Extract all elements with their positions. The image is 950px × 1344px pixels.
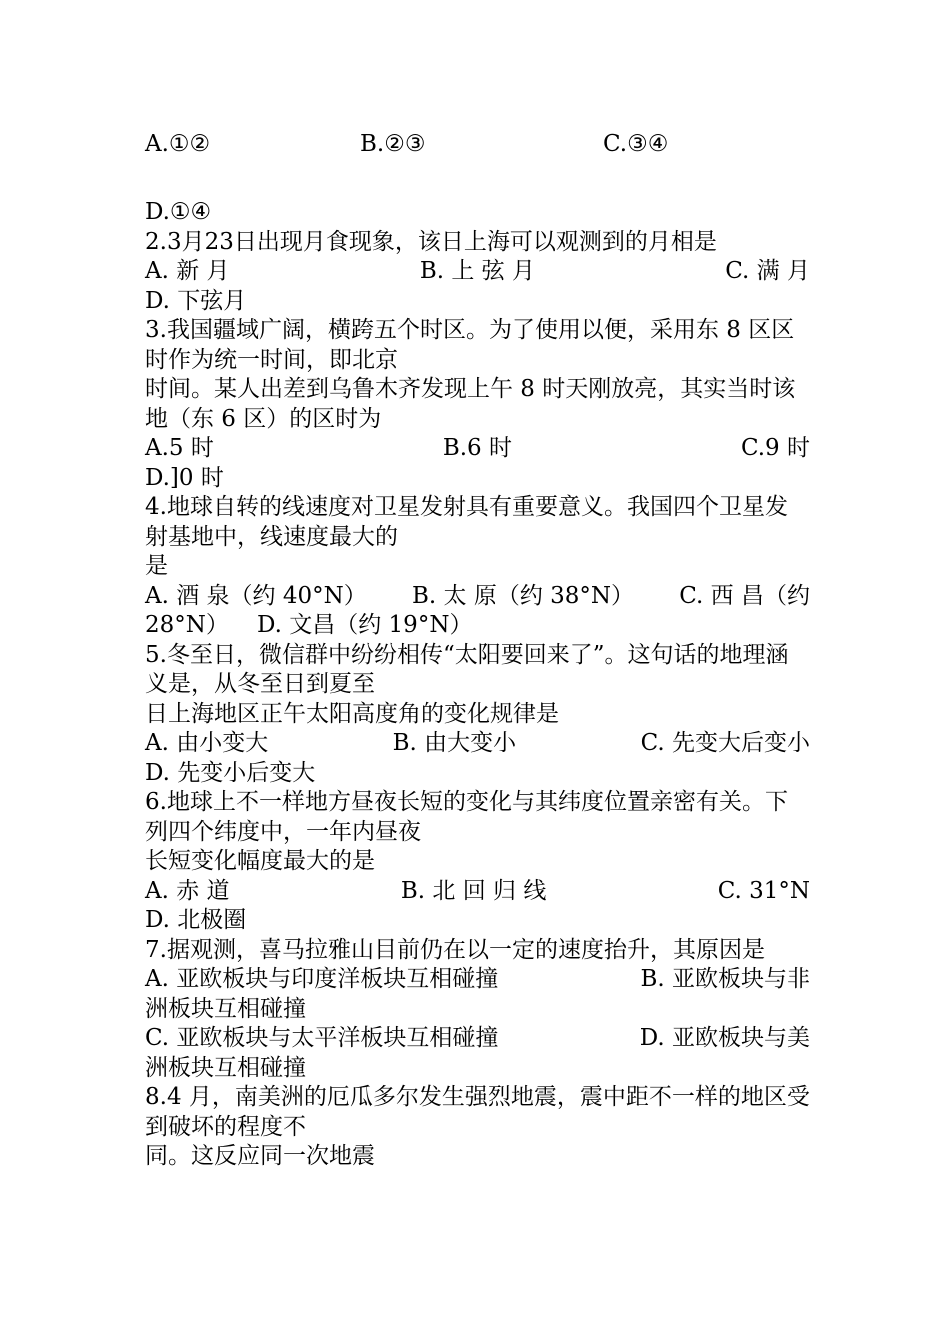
option-b-continued: 洲板块互相碰撞 <box>145 995 306 1022</box>
question-8 <box>145 1083 810 1172</box>
question-4 <box>145 493 810 641</box>
option-d: D. 先变小后变大 <box>145 759 316 786</box>
option-b: B. 太 原（约 38°N） <box>411 582 635 609</box>
option-b: B. 亚欧板块与非 <box>640 966 810 992</box>
option-a: A. 赤 道 <box>145 877 230 904</box>
option-c: C. 满 月 <box>725 258 810 284</box>
question-6 <box>145 788 810 936</box>
question-stem: 2.3月23日出现月食现象，该日上海可以观测到的月相是 <box>145 228 717 255</box>
option-d: D. 文昌（约 19°N） <box>257 612 473 638</box>
question-stem-line-1: 8.4 月，南美洲的厄瓜多尔发生强烈地震，震中距不一样的地区受到破坏的程度不 <box>145 1084 810 1140</box>
question-stem-line-2: 长短变化幅度最大的是 <box>145 848 375 874</box>
option-c: C. 西 昌（约 <box>679 582 810 609</box>
question-stem: 7.据观测，喜马拉雅山目前仍在以一定的速度抬升，其原因是 <box>145 936 765 963</box>
option-d: D. 北极圈 <box>145 907 247 933</box>
option-c: C. 亚欧板块与太平洋板块互相碰撞 <box>145 1025 499 1051</box>
option-c: C.③④ <box>603 131 669 157</box>
option-d: D. 亚欧板块与美 <box>639 1025 810 1051</box>
option-c-continued: 28°N） <box>145 612 229 638</box>
option-d: D. 下弦月 <box>145 287 247 314</box>
question-stem-line-1: 4.地球自转的线速度对卫星发射具有重要意义。我国四个卫星发射基地中，线速度最大的 <box>145 494 788 550</box>
question-3 <box>145 316 810 493</box>
question-1-options <box>145 130 810 228</box>
question-5 <box>145 641 810 789</box>
question-stem-line-2: 是 <box>145 553 168 579</box>
option-a: A. 新 月 <box>145 258 230 284</box>
question-stem-line-2: 同。这反应同一次地震 <box>145 1143 375 1169</box>
option-a: A.①② <box>145 131 211 157</box>
question-7 <box>145 936 810 1084</box>
question-stem-line-1: 6.地球上不一样地方昼夜长短的变化与其纬度位置亲密有关。下列四个纬度中，一年内昼夜 <box>145 789 788 845</box>
question-stem-line-2: 时间。某人出差到乌鲁木齐发现上午 8 时天刚放亮，其实当时该地（东 6 区）的区时为 <box>145 376 796 432</box>
question-stem-line-1: 5.冬至日，微信群中纷纷相传“太阳要回来了”。这句话的地理涵义是，从冬至日到夏至 <box>145 641 789 697</box>
option-b: B. 北 回 归 线 <box>400 877 547 904</box>
option-b: B.6 时 <box>442 435 512 461</box>
option-b: B. 由大变小 <box>392 730 517 756</box>
option-d: D.①④ <box>145 199 212 225</box>
option-d: D.]0 时 <box>145 464 224 491</box>
option-a: A. 亚欧板块与印度洋板块互相碰撞 <box>145 966 499 992</box>
option-a: A. 酒 泉（约 40°N） <box>145 582 367 609</box>
option-a: A. 由小变大 <box>145 730 269 756</box>
question-stem-line-1: 3.我国疆域广阔，横跨五个时区。为了使用以便，采用东 8 区区时作为统一时间，即北京 <box>145 317 795 373</box>
option-b: B.②③ <box>360 131 426 157</box>
question-stem-line-2: 日上海地区正午太阳高度角的变化规律是 <box>145 700 559 727</box>
option-c: C. 31°N <box>717 877 810 904</box>
option-a: A.5 时 <box>145 435 214 461</box>
option-c: C. 先变大后变小 <box>640 730 810 756</box>
question-list <box>145 130 810 1172</box>
option-d-continued: 洲板块互相碰撞 <box>145 1054 306 1081</box>
question-2 <box>145 228 810 317</box>
option-b: B. 上 弦 月 <box>419 258 535 284</box>
option-c: C.9 时 <box>740 435 810 461</box>
